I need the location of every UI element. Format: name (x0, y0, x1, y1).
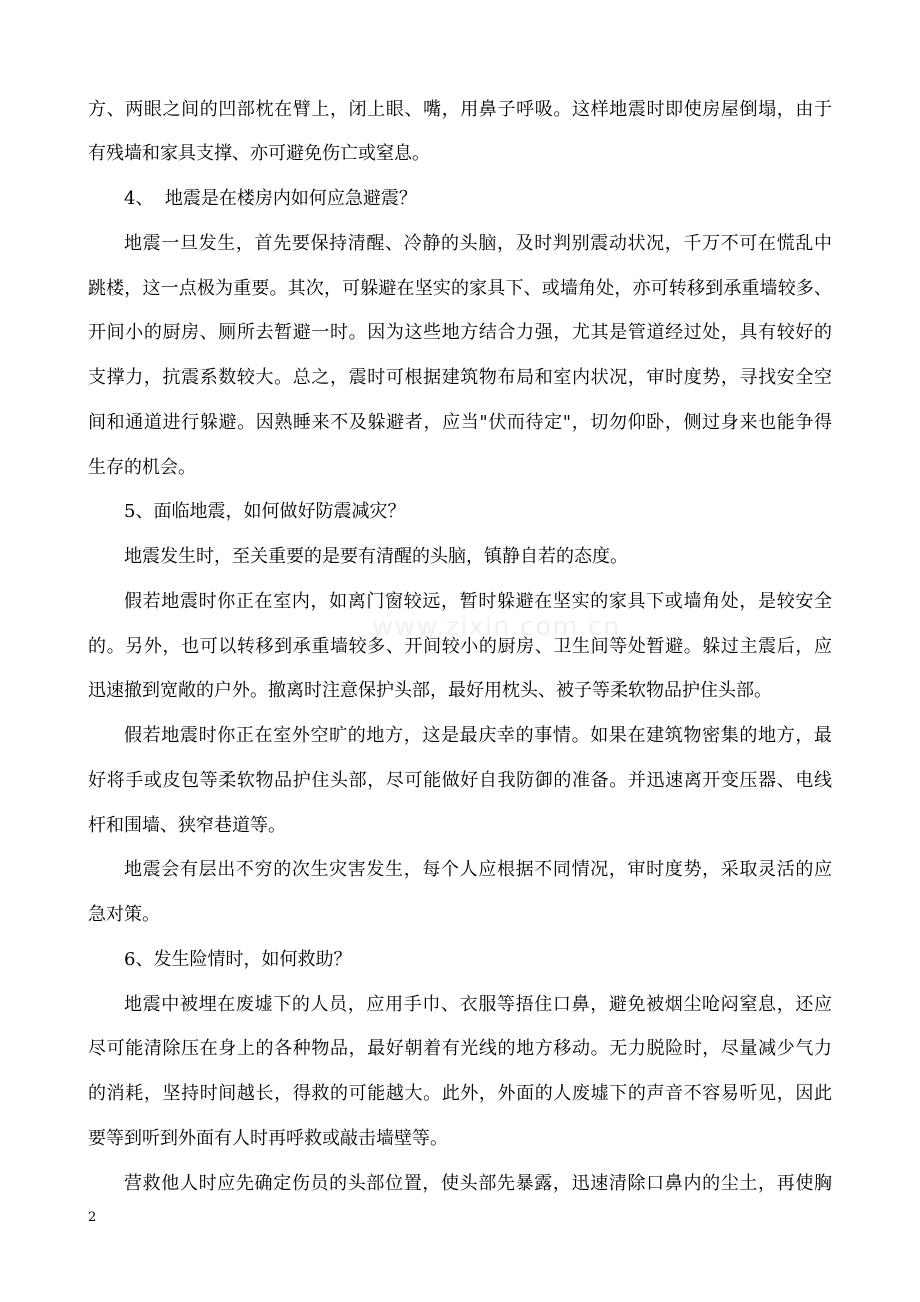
paragraph-line: 地震发生时，至关重要的是要有清醒的头脑，镇静自若的态度。 (124, 546, 628, 568)
paragraph-line: 杆和围墙、狭窄巷道等。 (88, 814, 286, 836)
paragraph-line: 地震会有层出不穷的次生灾害发生，每个人应根据不同情况，审时度势，采取灵活的应 (124, 859, 832, 881)
heading-line: 4、 地震是在楼房内如何应急避震？ (124, 188, 417, 210)
paragraph-line: 地震中被埋在废墟下的人员，应用手巾、衣服等捂住口鼻，避免被烟尘呛闷窒息，还应 (124, 993, 832, 1015)
paragraph-line: 假若地震时你正在室内，如离门窗较远，暂时躲避在坚实的家具下或墙角处，是较安全 (124, 590, 832, 612)
paragraph-line: 尽可能清除压在身上的各种物品，最好朝着有光线的地方移动。无力脱险时，尽量减少气力 (88, 1038, 832, 1060)
paragraph-line: 好将手或皮包等柔软物品护住头部，尽可能做好自我防御的准备。并迅速离开变压器、电线 (88, 769, 832, 791)
paragraph-line: 急对策。 (88, 904, 160, 926)
paragraph (88, 983, 832, 1162)
paragraph-line: 方、两眼之间的凹部枕在臂上，闭上眼、嘴，用鼻子呼吸。这样地震时即使房屋倒塌，由于 (88, 98, 832, 120)
paragraph-line: 有残墙和家具支撑、亦可避免伤亡或窒息。 (88, 143, 430, 165)
heading-line: 5、面临地震，如何做好防震减灾？ (124, 501, 406, 523)
paragraph (88, 580, 832, 714)
paragraph (88, 535, 832, 580)
watermark: www.zixin.com.cn (372, 612, 621, 642)
paragraph-line: 假若地震时你正在室外空旷的地方，这是最庆幸的事情。如果在建筑物密集的地方，最 (124, 725, 832, 747)
paragraph-line: 间和通道进行躲避。因熟睡来不及躲避者，应当"伏而待定"，切勿仰卧，侧过身来也能争得 (88, 411, 832, 433)
paragraph-line: 迅速撤到宽敞的户外。撤离时注意保护头部，最好用枕头、被子等柔软物品护住头部。 (88, 680, 772, 702)
paragraph-line: 的消耗，坚持时间越长，得救的可能越大。此外，外面的人废墟下的声音不容易听见，因此 (88, 1083, 832, 1105)
heading-line: 6、发生险情时，如何救助？ (124, 948, 352, 970)
section-heading-4 (88, 177, 832, 222)
paragraph-line: 的。另外，也可以转移到承重墙较多、开间较小的厨房、卫生间等处暂避。躲过主震后，应 (88, 635, 832, 657)
document-body (88, 88, 832, 1207)
paragraph (88, 714, 832, 848)
paragraph-line: 营救他人时应先确定伤员的头部位置，使头部先暴露，迅速清除口鼻内的尘土，再使胸 (124, 1172, 832, 1194)
section-heading-5 (88, 490, 832, 535)
paragraph (88, 1162, 832, 1207)
section-heading-6 (88, 938, 832, 983)
paragraph (88, 848, 832, 938)
page-number: 2 (88, 1210, 97, 1225)
paragraph-line: 生存的机会。 (88, 456, 196, 478)
paragraph (88, 222, 832, 491)
paragraph-line: 开间小的厨房、厕所去暂避一时。因为这些地方结合力强，尤其是管道经过处，具有较好的 (88, 322, 832, 344)
paragraph-line: 跳楼，这一点极为重要。其次，可躲避在坚实的家具下、或墙角处，亦可转移到承重墙较多、 (88, 277, 832, 299)
paragraph-line: 要等到听到外面有人时再呼救或敲击墙壁等。 (88, 1127, 448, 1149)
paragraph (88, 88, 832, 178)
paragraph-line: 地震一旦发生，首先要保持清醒、冷静的头脑，及时判别震动状况，千万不可在慌乱中 (124, 232, 832, 254)
paragraph-line: 支撑力，抗震系数较大。总之，震时可根据建筑物布局和室内状况，审时度势，寻找安全空 (88, 367, 832, 389)
